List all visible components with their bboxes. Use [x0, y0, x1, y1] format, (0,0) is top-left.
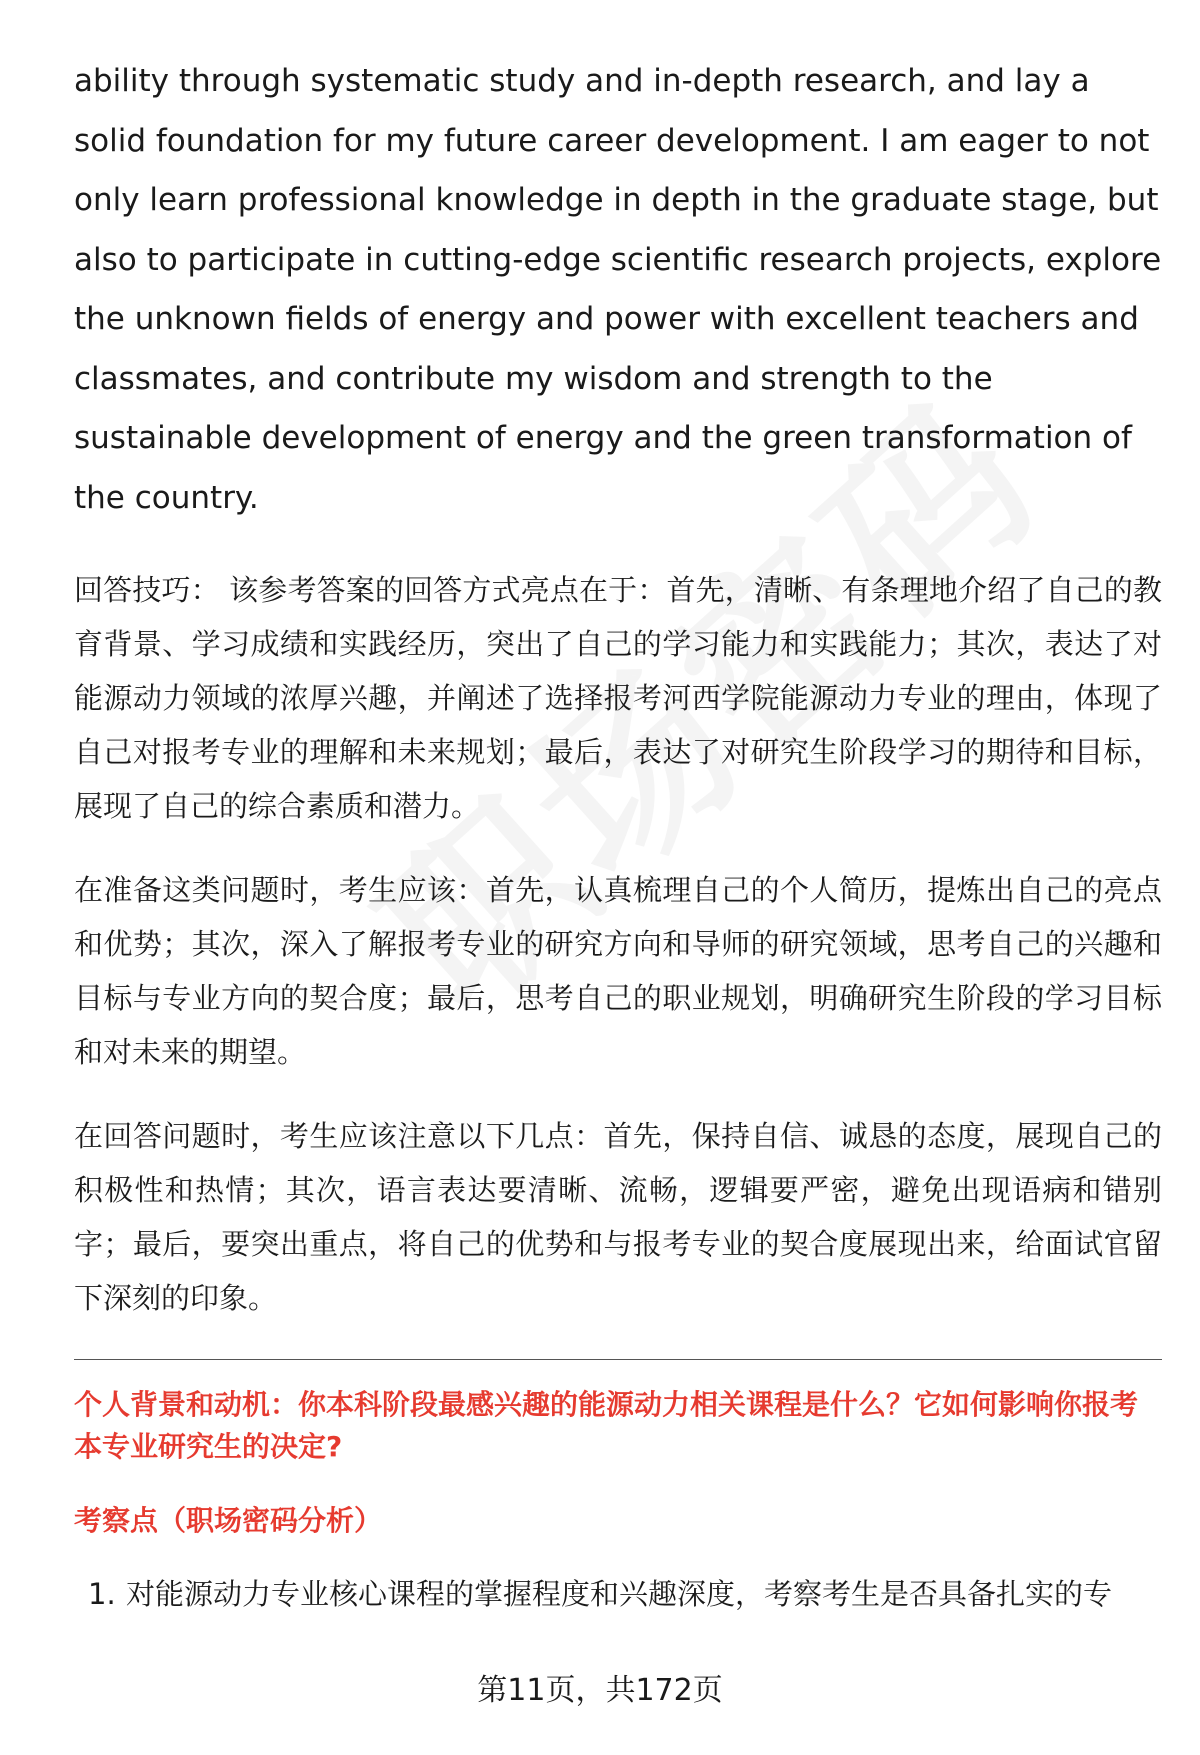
list-item-number: 1.	[88, 1577, 116, 1611]
page-number-footer: 第11页，共172页	[477, 1673, 723, 1708]
section-divider	[74, 1359, 1162, 1360]
document-page	[74, 52, 1162, 1614]
preparation-advice-paragraph: 在准备这类问题时，考生应该：首先，认真梳理自己的个人简历，提炼出自己的亮点和优势；其次，深入了解报考专业的研究方向和导师的研究领域，思考自己的兴趣和目标与专业方向的契合度；最后，思考自己的职业规划，明确研究生阶段的学习目标和对未来的期望。	[74, 873, 1162, 1069]
list-item-text: 对能源动力专业核心课程的掌握程度和兴趣深度，考察考生是否具备扎实的专	[126, 1577, 1113, 1611]
list-item	[74, 1574, 1162, 1614]
answering-advice-paragraph: 在回答问题时，考生应该注意以下几点：首先，保持自信、诚恳的态度，展现自己的积极性和热情；其次，语言表达要清晰、流畅，逻辑要严密，避免出现语病和错别字；最后，要突出重点，将自己的优势和与报考专业的契合度展现出来，给面试官留下深刻的印象。	[74, 1119, 1162, 1315]
english-answer-paragraph: ability through systematic study and in-depth research, and lay a solid foundation for my future career development. I am eager to not only learn professional knowledge in depth in the graduate stage, but also to participate in cutting-edge scientific research projects, explore the unknown fields of energy and power with excellent teachers and classmates, and contribute my wisdom and strength to the sustainable development of energy and the green transformation of the country.	[74, 63, 1162, 516]
assessment-points-heading: 考察点（职场密码分析）	[74, 1504, 383, 1537]
interview-question-heading: 个人背景和动机：你本科阶段最感兴趣的能源动力相关课程是什么？它如何影响你报考本专业研究生的决定?	[74, 1388, 1139, 1463]
assessment-points-list	[74, 1574, 1162, 1614]
answer-tips-paragraph: 回答技巧： 该参考答案的回答方式亮点在于：首先，清晰、有条理地介绍了自己的教育背景、学习成绩和实践经历，突出了自己的学习能力和实践能力；其次，表达了对能源动力领域的浓厚兴趣，并阐述了选择报考河西学院能源动力专业的理由，体现了自己对报考专业的理解和未来规划；最后，表达了对研究生阶段学习的期待和目标，展现了自己的综合素质和潜力。	[74, 573, 1162, 823]
